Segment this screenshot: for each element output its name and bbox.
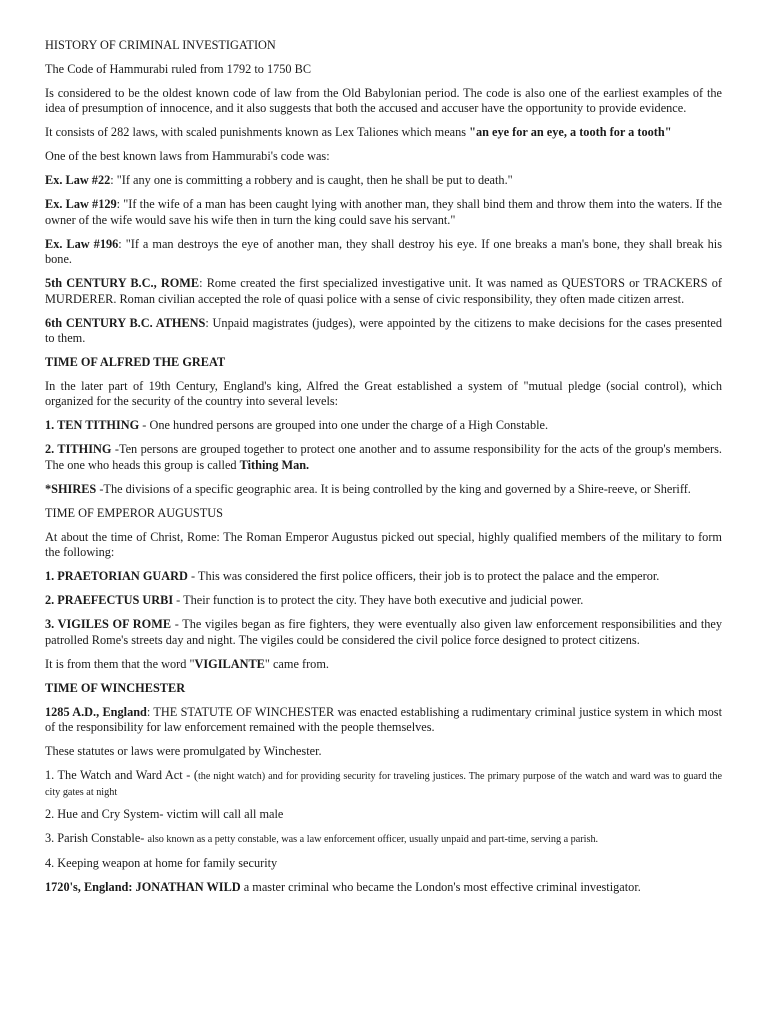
law-196-paragraph <box>45 237 722 268</box>
ten-tithing-text: - One hundred persons are grouped into one under the charge of a High Constable. <box>139 418 549 433</box>
praetorian-text: - This was considered the first police officers, their job is to protect the palace and the emperor. <box>187 569 660 584</box>
statute-item-2: 2. Hue and Cry System- victim will call all male <box>45 806 284 821</box>
shires-text: -The divisions of a specific geographic area. It is being controlled by the king and governed by a Shire-reeve, or Sheriff. <box>96 481 691 496</box>
winchester-heading: TIME OF WINCHESTER <box>45 680 186 695</box>
vigilante-pre: It is from them that the word " <box>45 656 195 671</box>
law-22-text: : "If any one is committing a robbery and is caught, then he shall be put to death." <box>110 173 513 188</box>
ten-tithing-paragraph <box>45 418 722 433</box>
hammurabi-ruled: The Code of Hammurabi ruled from 1792 to 1750 BC <box>45 62 312 76</box>
vigiles-paragraph <box>45 617 722 648</box>
statute-item-3-detail: also known as a petty constable, was a law enforcement officer, usually unpaid and part-time, serving a parish. <box>147 833 599 845</box>
lex-taliones-quote: "an eye for an eye, a tooth for a tooth" <box>469 125 672 140</box>
law-196-text: : "If a man destroys the eye of another man, they shall destroy his eye. If one breaks a man's bone, they shall break his bone. <box>45 236 722 267</box>
tithing-label: 2. TITHING <box>45 442 112 457</box>
statute-item-1-text: 1. The Watch and Ward Act - ( <box>45 768 198 783</box>
vigilante-word: VIGILANTE <box>194 656 265 671</box>
shires-label: *SHIRES <box>45 481 97 496</box>
vigilante-post: " came from. <box>264 656 329 671</box>
law-22-label: Ex. Law #22 <box>45 173 111 188</box>
vigiles-label: 3. VIGILES OF ROME <box>45 617 172 632</box>
praetorian-paragraph <box>45 569 722 584</box>
tithing-text: -Ten persons are grouped together to protect one another and to assume responsibility for the acts of the group's members. The one who heads this group is called <box>45 442 722 472</box>
tithing-man: Tithing Man. <box>239 457 310 472</box>
augustus-heading: TIME OF EMPEROR AUGUSTUS <box>45 505 223 520</box>
statute-item-3 <box>45 831 722 847</box>
law-196-label: Ex. Law #196 <box>45 236 119 251</box>
praefectus-label: 2. PRAEFECTUS URBI <box>45 593 174 608</box>
winchester-paragraph <box>45 705 722 736</box>
vigilante-paragraph <box>45 657 722 672</box>
ten-tithing-label: 1. TEN TITHING <box>45 418 140 433</box>
law-22-paragraph <box>45 173 722 188</box>
statute-item-4: 4. Keeping weapon at home for family security <box>45 855 278 870</box>
wild-text: a master criminal who became the London's most effective criminal investigator. <box>240 879 641 894</box>
alfred-heading: TIME OF ALFRED THE GREAT <box>45 355 226 370</box>
wild-label: 1720's, England: JONATHAN WILD <box>45 879 241 894</box>
alfred-description: In the later part of 19th Century, England's king, Alfred the Great established a system of "mutual pledge (social control), which organized for the security of the country into several levels: <box>45 379 722 409</box>
tithing-paragraph <box>45 442 722 473</box>
augustus-description: At about the time of Christ, Rome: The Roman Emperor Augustus picked out special, highly qualified members of the military to form the following: <box>45 529 722 560</box>
winchester-text: : THE STATUTE OF WINCHESTER was enacted establishing a rudimentary criminal justice system in which most of the responsibility for law enforcement remained with the people themselves. <box>45 704 723 735</box>
laws-count-text: It consists of 282 laws, with scaled punishments known as Lex Taliones which means <box>45 125 470 140</box>
athens-text: : Unpaid magistrates (judges), were appointed by the citizens to make decisions for the cases presented to them. <box>45 315 722 346</box>
statutes-intro: These statutes or laws were promulgated by Winchester. <box>45 744 322 759</box>
winchester-label: 1285 A.D., England <box>45 704 147 719</box>
praetorian-label: 1. PRAETORIAN GUARD <box>45 569 188 584</box>
hammurabi-description: Is considered to be the oldest known code of law from the Old Babylonian period. The code is also one of the earliest examples of the idea of presumption of innocence, and it also suggests that both the accused and accuser have the opportunity to provide evidence. <box>45 86 722 116</box>
law-129-label: Ex. Law #129 <box>45 197 117 212</box>
document-title: HISTORY OF CRIMINAL INVESTIGATION <box>45 38 276 52</box>
vigiles-text: - The vigiles began as fire fighters, they were eventually also given law enforcement responsibilities and they patrolled Rome's streets day and night. The vigiles could be considered the civil police force designed to protect citizens. <box>45 617 722 647</box>
laws-count-paragraph <box>45 125 722 140</box>
statute-item-1 <box>45 768 722 801</box>
praefectus-text: - Their function is to protect the city. They have both executive and judicial power. <box>173 593 584 608</box>
praefectus-paragraph <box>45 593 722 608</box>
best-known-laws: One of the best known laws from Hammurabi's code was: <box>45 149 330 164</box>
shires-paragraph <box>45 482 722 497</box>
rome-paragraph <box>45 276 722 307</box>
wild-paragraph <box>45 880 722 895</box>
rome-text: : Rome created the first specialized investigative unit. It was named as QUESTORS or TRACKERS of MURDERER. Roman civilian accepted the role of quasi police with a sense of civic responsibility, they often made citizen arrest. <box>45 276 723 306</box>
law-129-paragraph <box>45 197 722 228</box>
rome-label: 5th CENTURY B.C., ROME <box>45 276 200 291</box>
law-129-text: : "If the wife of a man has been caught lying with another man, they shall bind them and throw them into the waters. If the owner of the wife would save his wife then in turn the king could save his servant." <box>45 197 723 227</box>
statute-item-1-detail: the night watch) and for providing security for traveling justices. The primary purpose of the watch and ward was to guard the city gates at night <box>45 771 722 799</box>
statute-item-3-text: 3. Parish Constable- <box>45 830 148 845</box>
athens-label: 6th CENTURY B.C. ATHENS <box>45 315 206 330</box>
athens-paragraph <box>45 316 722 347</box>
